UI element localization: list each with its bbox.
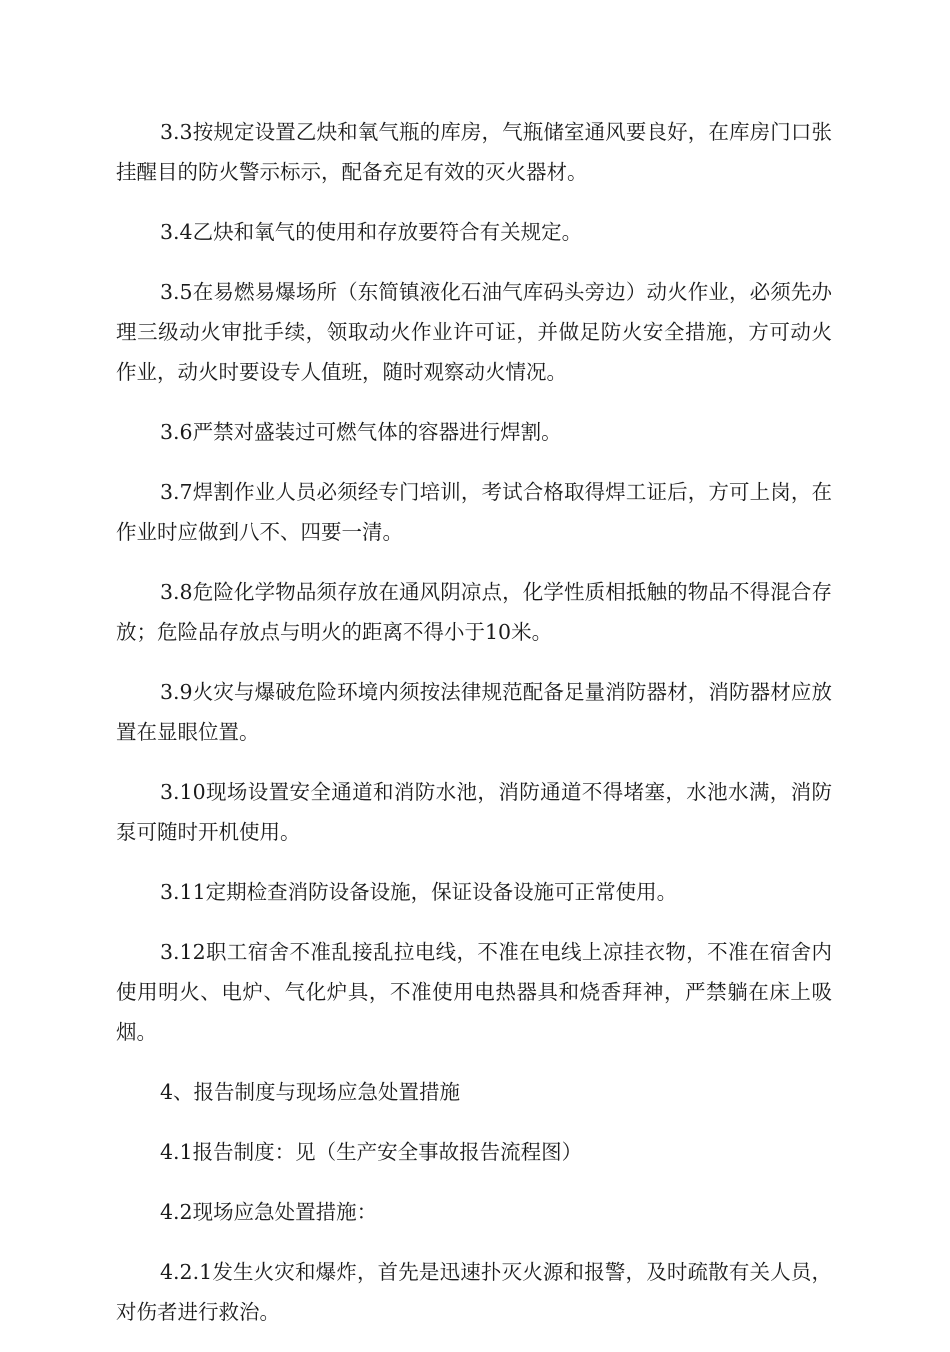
paragraph-3-7: 3.7焊割作业人员必须经专门培训，考试合格取得焊工证后，方可上岗，在作业时应做到八不、四要一清。 bbox=[116, 480, 832, 544]
paragraph-4-2-1: 4.2.1发生火灾和爆炸，首先是迅速扑灭火源和报警，及时疏散有关人员，对伤者进行救治。 bbox=[116, 1260, 832, 1324]
paragraph-3-9: 3.9火灾与爆破危险环境内须按法律规范配备足量消防器材，消防器材应放置在显眼位置。 bbox=[116, 680, 832, 744]
document-body bbox=[116, 112, 832, 1352]
paragraph-3-11: 3.11定期检查消防设备设施，保证设备设施可正常使用。 bbox=[160, 880, 678, 904]
section-heading-4: 4、报告制度与现场应急处置措施 bbox=[160, 1080, 461, 1104]
paragraph-3-10: 3.10现场设置安全通道和消防水池，消防通道不得堵塞，水池水满，消防泵可随时开机使用。 bbox=[116, 780, 832, 844]
paragraph-3-6: 3.6严禁对盛装过可燃气体的容器进行焊割。 bbox=[160, 420, 562, 444]
paragraph-4-2: 4.2现场应急处置措施： bbox=[160, 1200, 378, 1224]
paragraph-3-4: 3.4乙炔和氧气的使用和存放要符合有关规定。 bbox=[160, 220, 583, 244]
paragraph-4-1: 4.1报告制度：见（生产安全事故报告流程图） bbox=[160, 1140, 583, 1164]
paragraph-3-8: 3.8危险化学物品须存放在通风阴凉点，化学性质相抵触的物品不得混合存放；危险品存放点与明火的距离不得小于10米。 bbox=[116, 580, 832, 644]
paragraph-3-12: 3.12职工宿舍不准乱接乱拉电线，不准在电线上凉挂衣物，不准在宿舍内使用明火、电炉、气化炉具，不准使用电热器具和烧香拜神，严禁躺在床上吸烟。 bbox=[116, 940, 832, 1044]
paragraph-3-5: 3.5在易燃易爆场所（东简镇液化石油气库码头旁边）动火作业，必须先办理三级动火审批手续，领取动火作业许可证，并做足防火安全措施，方可动火作业，动火时要设专人值班，随时观察动火情况。 bbox=[116, 280, 832, 384]
paragraph-3-3: 3.3按规定设置乙炔和氧气瓶的库房，气瓶储室通风要良好，在库房门口张挂醒目的防火警示标示，配备充足有效的灭火器材。 bbox=[116, 120, 832, 184]
